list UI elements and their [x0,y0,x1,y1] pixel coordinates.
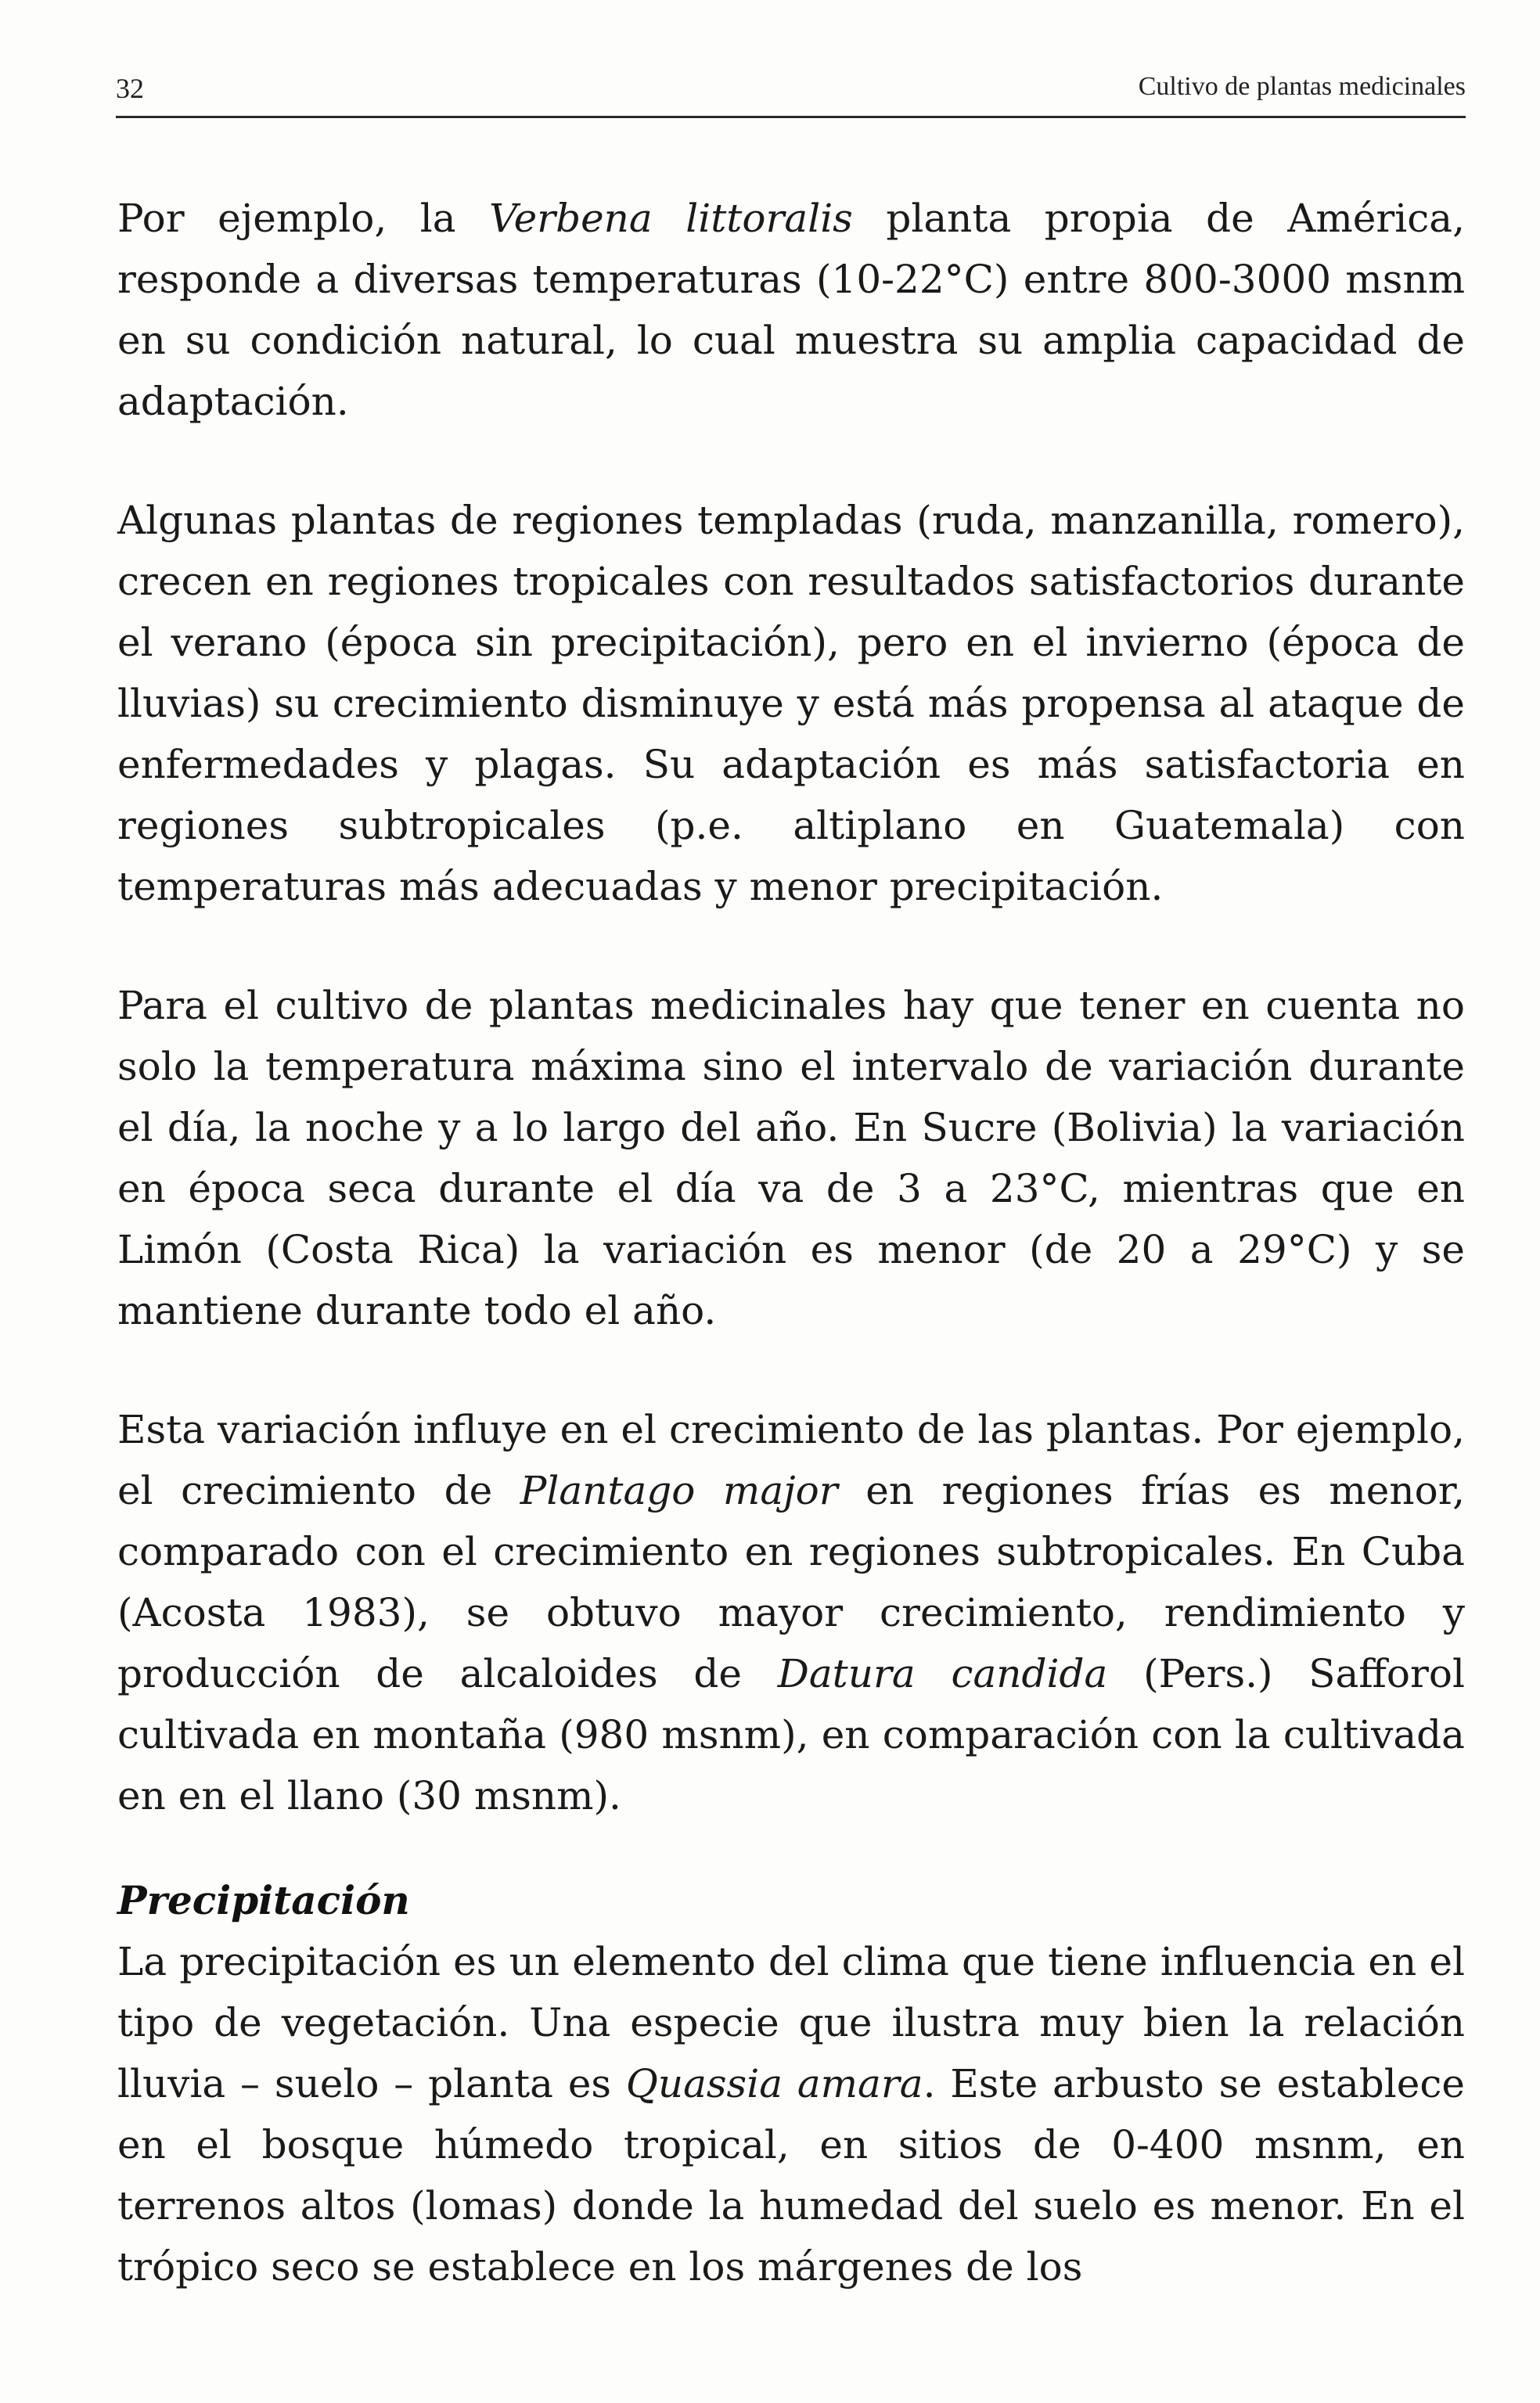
text-span: (Pers.) Safforol cultivada en montaña (980 msnm), en comparación con la cultivada en en el llano (30 msnm). [117,1651,1465,1818]
paragraph-temperature-variation: Para el cultivo de plantas medicinales hay que tener en cuenta no solo la temperatura máxima sino el intervalo de variación durante el día, la noche y a lo largo del año. En Sucre (Bolivia) la variación en época seca durante el día va de 3 a 23°C, mientras que en Limón (Costa Rica) la variación es menor (de 20 a 29°C) y se mantiene durante todo el año. [117,983,1465,1333]
paragraph-growth-variation [117,1399,1465,1826]
body-text [117,188,1465,2355]
species-name: Verbena littoralis [489,196,853,241]
page-number: 32 [116,73,144,104]
paragraph-verbena [117,188,1465,432]
text-span: Esta variación influye en el crecimiento de las plantas. Por ejemplo, el crecimiento de [117,1407,1465,1513]
paragraph-temperate-plants: Algunas plantas de regiones templadas (ruda, manzanilla, romero), crecen en regiones tropicales con resultados satisfactorios durante el verano (época sin precipitación), pero en el invierno (época de lluvias) su crecimiento disminuye y está más propensa al ataque de enfermedades y plagas. Su adaptación es más satisfactoria en regiones subtropicales (p.e. altiplano en Guatemala) con temperaturas más adecuadas y menor precipitación. [117,498,1465,909]
section-heading-precipitacion: Precipitación [117,1877,410,1923]
species-name: Plantago major [520,1468,838,1513]
running-title: Cultivo de plantas medicinales [1138,72,1466,101]
text-span: Por ejemplo, la [117,196,490,241]
page-header [116,72,1466,110]
text-span: . Este arbusto se establece en el bosque húmedo tropical, en sitios de 0-400 msnm, en terrenos altos (lomas) donde la humedad del suelo es menor. En el trópico seco se establece en los márgenes de los [117,2061,1465,2290]
paragraph-precipitation [117,1931,1465,2297]
species-name: Datura candida [777,1651,1108,1696]
header-rule [116,116,1466,118]
text-span: planta propia de América, responde a diversas temperaturas (10-22°C) entre 800-3000 msnm en su condición natural, lo cual muestra su amplia capacidad de adaptación. [117,196,1465,424]
species-name: Quassia amara [625,2061,923,2106]
text-span: La precipitación es un elemento del clima que tiene influencia en el tipo de vegetación. Una especie que ilustra muy bien la relación lluvia – suelo – planta es [117,1939,1465,2106]
text-span: en regiones frías es menor, comparado con el crecimiento en regiones subtropicales. En Cuba (Acosta 1983), se obtuvo mayor crecimiento, rendimiento y producción de alcaloides de [117,1468,1465,1696]
